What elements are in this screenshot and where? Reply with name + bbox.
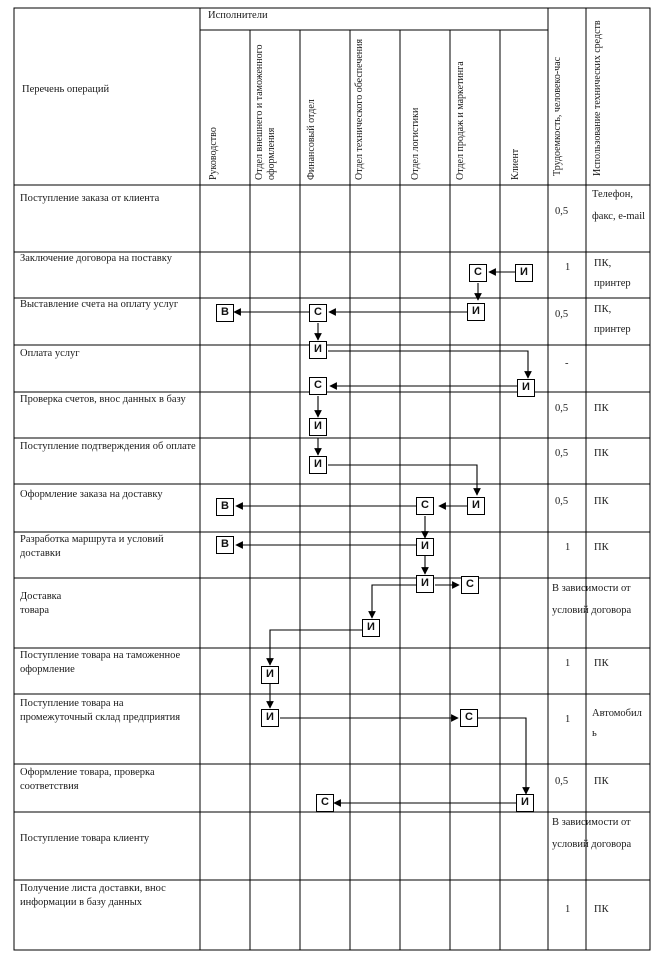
tools-8: ПК [594, 542, 609, 553]
labor-3: 0,5 [555, 309, 569, 320]
labor-11: 1 [565, 714, 571, 725]
symbol-coexecutor: С [309, 304, 327, 322]
labor-4: - [565, 358, 569, 369]
symbol-coexecutor: С [309, 377, 327, 395]
labor-6: 0,5 [555, 448, 569, 459]
operation-6: Поступление подтверждения об оплате [20, 441, 196, 452]
operations-header: Перечень операций [22, 84, 110, 95]
column-header-finance: Финансовый отдел [306, 99, 317, 180]
operation-8: Разработка маршрута и условий доставки [20, 534, 164, 559]
symbol-executor: И [261, 709, 279, 727]
operation-7: Оформление заказа на доставку [20, 489, 163, 500]
operation-4: Оплата услуг [20, 348, 80, 359]
operation-9: Доставка товара [20, 591, 62, 616]
symbol-decision: В [216, 304, 234, 322]
operation-2: Заключение договора на поставку [20, 253, 172, 264]
operation-11: Поступление товара на промежуточный склад предприятия [20, 698, 181, 723]
labor-header: Трудоемкость, человеко-час [552, 56, 563, 176]
column-header-client: Клиент [510, 148, 521, 180]
column-header-logistics: Отдел логистики [410, 107, 421, 180]
tools-12: ПК [594, 776, 609, 787]
tools-10: ПК [594, 658, 609, 669]
operation-13: Поступление товара клиенту [20, 833, 150, 844]
tools-header: Использование технических средств [592, 20, 603, 176]
labor-2: 1 [565, 262, 571, 273]
executors-header: Исполнители [208, 10, 268, 21]
operation-5: Проверка счетов, внос данных в базу [20, 394, 186, 405]
tools-11: Автомобиль [592, 708, 642, 739]
symbol-decision: В [216, 498, 234, 516]
symbol-coexecutor: С [316, 794, 334, 812]
symbol-executor: И [416, 575, 434, 593]
symbol-coexecutor: С [461, 576, 479, 594]
labor-14: 1 [565, 904, 571, 915]
tools-14: ПК [594, 904, 609, 915]
labor-5: 0,5 [555, 403, 569, 414]
symbol-coexecutor: С [416, 497, 434, 515]
symbol-executor: И [309, 418, 327, 436]
operation-10: Поступление товара на таможенное оформление [20, 650, 181, 675]
labor-10: 1 [565, 658, 571, 669]
operation-12: Оформление товара, проверка соответствия [20, 767, 155, 792]
operation-1: Поступление заказа от клиента [20, 193, 160, 204]
labor-12: 0,5 [555, 776, 569, 787]
labor-13: В зависимости от условий договора [552, 817, 632, 850]
column-header-management: Руководство [208, 127, 219, 180]
tools-3: ПК, принтер [594, 304, 631, 335]
symbol-executor: И [309, 341, 327, 359]
symbol-executor: И [517, 379, 535, 397]
labor-9: В зависимости от условий договора [552, 583, 632, 616]
symbol-executor: И [516, 794, 534, 812]
operation-14: Получение листа доставки, внос информации в базу данных [20, 883, 166, 908]
labor-8: 1 [565, 542, 571, 553]
symbol-executor: И [515, 264, 533, 282]
labor-7: 0,5 [555, 496, 569, 507]
operation-3: Выставление счета на оплату услуг [20, 299, 179, 310]
tools-7: ПК [594, 496, 609, 507]
labor-1: 0,5 [555, 206, 569, 217]
symbol-decision: В [216, 536, 234, 554]
tools-5: ПК [594, 403, 609, 414]
tools-2: ПК, принтер [594, 258, 631, 289]
tools-6: ПК [594, 448, 609, 459]
column-header-customs: Отдел внешнего и таможенного оформления [254, 44, 277, 180]
symbol-executor: И [467, 303, 485, 321]
symbol-executor: И [261, 666, 279, 684]
symbol-coexecutor: С [469, 264, 487, 282]
tools-1: Телефон, факс, e-mail [592, 189, 646, 222]
symbol-executor: И [309, 456, 327, 474]
column-header-sales: Отдел продаж и маркетинга [455, 61, 466, 180]
symbol-executor: И [416, 538, 434, 556]
column-header-tech: Отдел технического обеспечения [354, 38, 365, 180]
symbol-executor: И [467, 497, 485, 515]
symbol-executor: И [362, 619, 380, 637]
symbol-coexecutor: С [460, 709, 478, 727]
